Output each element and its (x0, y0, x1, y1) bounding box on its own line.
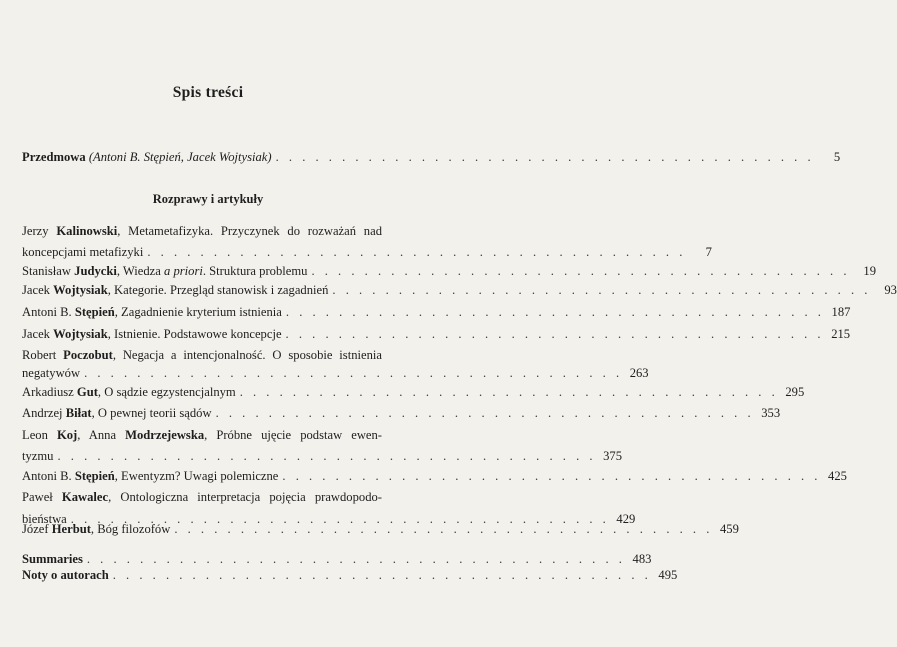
entry-title: . Struktura problemu (202, 264, 308, 278)
page-number: 353 (761, 406, 781, 420)
dot-leader: . . . . . . . . . . . . . . . . . . . . . . . . . . . . . . . . . . . . . . . . . (70, 512, 610, 526)
entry-title: , Ewentyzm? Uwagi polemiczne (114, 469, 279, 483)
author-surname: Judycki (74, 264, 117, 278)
toc-entry (22, 222, 712, 261)
entry-title-continued: negatywów (22, 366, 81, 380)
back-matter-label: Noty o autorach (22, 568, 109, 582)
author-first-name: Jacek (22, 327, 50, 341)
page-number: 495 (658, 568, 678, 582)
dot-leader: . . . . . . . . . . . . . . . . . . . . . . . . . . . . . . . . . . . . . . . . . (282, 469, 821, 483)
dot-leader: . . . . . . . . . . . . . . . . . . . . . . . . . . . . . . . . . . . . . . . . . (239, 385, 779, 399)
page-number: 187 (831, 305, 851, 319)
section-heading: Rozprawy i artykuły (152, 192, 264, 206)
author-first-name: Jacek (22, 283, 50, 297)
entry-title: , Ontologiczna interpretacja pojęcia prawdopodo- (108, 490, 382, 504)
author-surname: Poczobut (63, 348, 113, 362)
author-surname: Stępień (74, 305, 115, 319)
page-number: 5 (833, 150, 841, 164)
dot-leader: . . . . . . . . . . . . . . . . . . . . . . . . . . . . . . . . . . . . . . . . . (84, 366, 623, 380)
entry-title: , Zagadnienie kryterium istnienia (114, 305, 282, 319)
dot-leader: . . . . . . . . . . . . . . . . . . . . . . . . . . . . . . . . . . . . . . . . . (174, 522, 713, 536)
entry-title: , Negacja a intencjonalność. O sposobie istnienia (112, 348, 382, 362)
author-first-name: Antoni B. (22, 469, 72, 483)
preface-authors: (Antoni B. Stępień, Jacek Wojtysiak) (88, 150, 272, 164)
dot-leader: . . . . . . . . . . . . . . . . . . . . . . . . . . . . . . . . . . . . . . . . . (285, 305, 825, 319)
page-number: 375 (603, 449, 623, 463)
author-first-name: Stanisław (22, 264, 71, 278)
dot-leader: . . . . . . . . . . . . . . . . . . . . . . . . . . . . . . . . . . . . . . . . . (332, 283, 871, 297)
author-surname: Stępień (74, 469, 115, 483)
entry-title-italic: a priori (164, 264, 203, 278)
page-number: 429 (616, 512, 636, 526)
author-first-name: Paweł (22, 490, 53, 504)
toc-entry (22, 383, 805, 401)
preface-label: Przedmowa (22, 150, 86, 164)
entry-title: , Kategorie. Przegląd stanowisk i zagadnień (107, 283, 329, 297)
author-surname: Wojtysiak (53, 327, 108, 341)
entry-title-continued: bieństwa (22, 512, 67, 526)
author-surname: Koj (56, 428, 78, 442)
page-number: 263 (629, 366, 649, 380)
toc-entry (22, 426, 623, 465)
page-number: 295 (785, 385, 805, 399)
page-number: 215 (831, 327, 851, 341)
toc-entry (22, 520, 739, 538)
author-first-name: Jerzy (22, 224, 49, 238)
dot-leader: . . . . . . . . . . . . . . . . . . . . . . . . . . . . . . . . . . . . . . . . . (112, 568, 652, 582)
dot-leader: . . . . . . . . . . . . . . . . . . . . . . . . . . . . . . . . . . . . . . . . . (275, 150, 815, 164)
author-surname: Herbut (51, 522, 91, 536)
entry-title: , O sądzie egzystencjalnym (97, 385, 236, 399)
toc-entry-author-notes (22, 566, 678, 584)
dot-leader: . . . . . . . . . . . . . . . . . . . . . . . . . . . . . . . . . . . . . . . . . (215, 406, 755, 420)
toc-entry (22, 281, 897, 299)
entry-title: , O pewnej teorii sądów (91, 406, 212, 420)
toc-entry (22, 303, 851, 321)
author-first-name: Józef (22, 522, 49, 536)
toc-entry (22, 325, 851, 343)
entry-title: , Istnienie. Podstawowe koncepcje (107, 327, 282, 341)
page-number: 93 (884, 283, 897, 297)
toc-entry (22, 467, 847, 485)
dot-leader: . . . . . . . . . . . . . . . . . . . . . . . . . . . . . . . . . . . . . . . . . (311, 264, 850, 278)
author-surname: Biłat (65, 406, 92, 420)
page-number: 459 (719, 522, 739, 536)
page-number: 19 (863, 264, 876, 278)
author-surname: Kalinowski (56, 224, 118, 238)
author-first-name: Andrzej (22, 406, 63, 420)
entry-title-continued: koncepcjami metafizyki (22, 245, 144, 259)
author-first-name: Leon (22, 428, 48, 442)
dot-leader: . . . . . . . . . . . . . . . . . . . . . . . . . . . . . . . . . . . . . . . . . (147, 245, 686, 259)
author-surname: Kawalec (61, 490, 109, 504)
author-first-name: Arkadiusz (22, 385, 74, 399)
coauthor-surname: Modrzejewska (125, 428, 205, 442)
author-first-name: Robert (22, 348, 57, 362)
toc-entry (22, 404, 781, 422)
entry-title-continued: tyzmu (22, 449, 54, 463)
author-first-name: Antoni B. (22, 305, 72, 319)
entry-title: , Metametafizyka. Przyczynek do rozważań nad (117, 224, 382, 238)
author-surname: Wojtysiak (53, 283, 108, 297)
entry-title: , Próbne ujęcie podstaw ewen- (204, 428, 382, 442)
entry-title: , Wiedza (116, 264, 165, 278)
toc-entry-preface (22, 148, 841, 166)
toc-entry (22, 346, 649, 382)
page-title: Spis treści (172, 84, 244, 101)
page-number: 483 (632, 552, 652, 566)
dot-leader: . . . . . . . . . . . . . . . . . . . . . . . . . . . . . . . . . . . . . . . . . (86, 552, 626, 566)
page-number: 7 (705, 245, 712, 259)
author-surname: Gut (76, 385, 98, 399)
coauthor-first-name: , Anna (77, 428, 126, 442)
toc-entry (22, 262, 876, 280)
dot-leader: . . . . . . . . . . . . . . . . . . . . . . . . . . . . . . . . . . . . . . . . . (57, 449, 597, 463)
dot-leader: . . . . . . . . . . . . . . . . . . . . . . . . . . . . . . . . . . . . . . . . . (285, 327, 825, 341)
entry-title: , Bóg filozofów (90, 522, 171, 536)
page-number: 425 (828, 469, 847, 483)
back-matter-label: Summaries (22, 552, 83, 566)
